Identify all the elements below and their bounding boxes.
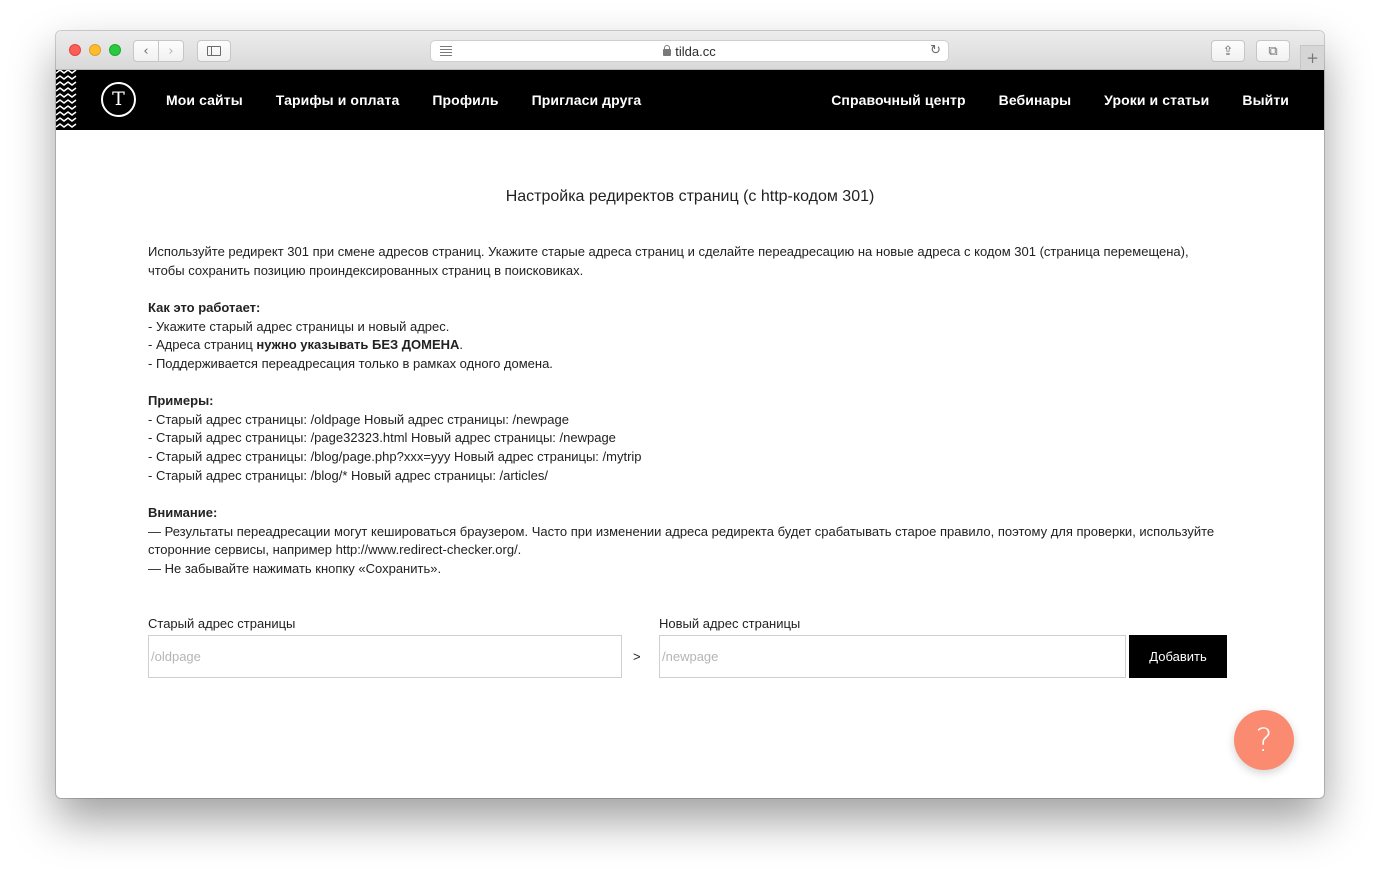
description-text: Используйте редирект 301 при смене адресов страниц. Укажите старые адреса страниц и сделайте переадресацию на новые адреса с кодом 301 (страница перемещена), чтобы сохранить позицию проиндексированных страниц в поисковиках. (148, 244, 1189, 278)
logo-letter: T (112, 88, 125, 110)
warning-item: — Не забывайте нажимать кнопку «Сохранить». (148, 561, 442, 577)
share-icon: ⇪ (1222, 43, 1234, 59)
lock-icon (663, 49, 671, 56)
how-line: - Адреса страниц нужно указывать БЕЗ ДОМЕНА. (148, 337, 464, 353)
example-item: - Старый адрес страницы: /oldpage Новый адрес страницы: /newpage (148, 411, 569, 427)
nav-pricing[interactable]: Тарифы и оплата (275, 92, 400, 108)
nav-webinars[interactable]: Вебинары (998, 92, 1072, 108)
nav-profile[interactable]: Профиль (432, 92, 499, 108)
forward-button[interactable] (158, 40, 184, 62)
example-item: - Старый адрес страницы: /page32323.html Новый адрес страницы: /newpage (148, 430, 616, 446)
example-item: - Старый адрес страницы: /blog/page.php?xxx=yyy Новый адрес страницы: /mytrip (148, 449, 642, 465)
browser-window (56, 31, 1324, 798)
help-button[interactable] (1234, 710, 1294, 770)
address-bar[interactable] (430, 40, 949, 62)
tabs-icon: ⧉ (1268, 43, 1278, 59)
url-display (431, 44, 948, 59)
examples-heading: Примеры: (148, 393, 214, 408)
new-tab-button[interactable] (1300, 45, 1324, 70)
main-nav (166, 70, 674, 130)
nav-my-sites[interactable]: Мои сайты (166, 92, 243, 108)
old-address-input[interactable] (148, 635, 622, 678)
how-it-works-heading: Как это работает: (148, 300, 261, 315)
examples-section (148, 392, 1228, 486)
browser-toolbar (56, 31, 1324, 70)
how-it-works-section (148, 299, 1228, 374)
warning-heading: Внимание: (148, 505, 218, 520)
plus-icon: + (1306, 49, 1319, 67)
page-title: Настройка редиректов страниц (с http-кодом 301) (505, 188, 875, 205)
reload-icon[interactable]: ↻ (930, 43, 941, 58)
old-address-label: Старый адрес страницы (148, 616, 296, 631)
site-header (56, 70, 1324, 130)
warning-item: — Результаты переадресации могут кешироваться браузером. Часто при изменении адреса редиректа будет срабатывать старое правило, поэтому для проверки, используйте сторонние сервисы, например http://www.redirect-checker.org/. (148, 523, 1215, 558)
redirect-arrow: > (633, 649, 641, 664)
close-window-button[interactable] (69, 44, 81, 56)
nav-lessons[interactable]: Уроки и статьи (1104, 92, 1210, 108)
sidebar-toggle-button[interactable] (197, 40, 231, 62)
main-content (56, 130, 1324, 798)
question-mark-icon: ? (1255, 721, 1273, 759)
new-address-input[interactable] (659, 635, 1126, 678)
share-button[interactable] (1211, 40, 1245, 62)
zoom-window-button[interactable] (109, 44, 121, 56)
warning-section (148, 504, 1228, 579)
nav-logout[interactable]: Выйти (1242, 92, 1289, 108)
no-domain-emphasis: нужно указывать БЕЗ ДОМЕНА (256, 337, 460, 353)
add-redirect-button[interactable]: Добавить (1129, 635, 1227, 678)
minimize-window-button[interactable] (89, 44, 101, 56)
zigzag-decoration-icon (56, 70, 78, 130)
chevron-left-icon: ‹ (143, 43, 149, 59)
nav-invite-friend[interactable]: Пригласи друга (531, 92, 642, 108)
how-line: - Поддерживается переадресация только в рамках одного домена. (148, 356, 553, 372)
tilda-logo[interactable] (101, 82, 136, 117)
new-address-label: Новый адрес страницы (659, 616, 801, 631)
url-text: tilda.cc (675, 44, 716, 59)
secondary-nav (798, 70, 1289, 130)
sidebar-icon (207, 46, 221, 56)
nav-help-center[interactable]: Справочный центр (831, 92, 966, 108)
show-tabs-button[interactable] (1256, 40, 1290, 62)
how-line: - Укажите старый адрес страницы и новый адрес. (148, 318, 450, 334)
chevron-right-icon: › (168, 43, 174, 59)
example-item: - Старый адрес страницы: /blog/* Новый адрес страницы: /articles/ (148, 467, 548, 483)
back-button[interactable] (133, 40, 159, 62)
